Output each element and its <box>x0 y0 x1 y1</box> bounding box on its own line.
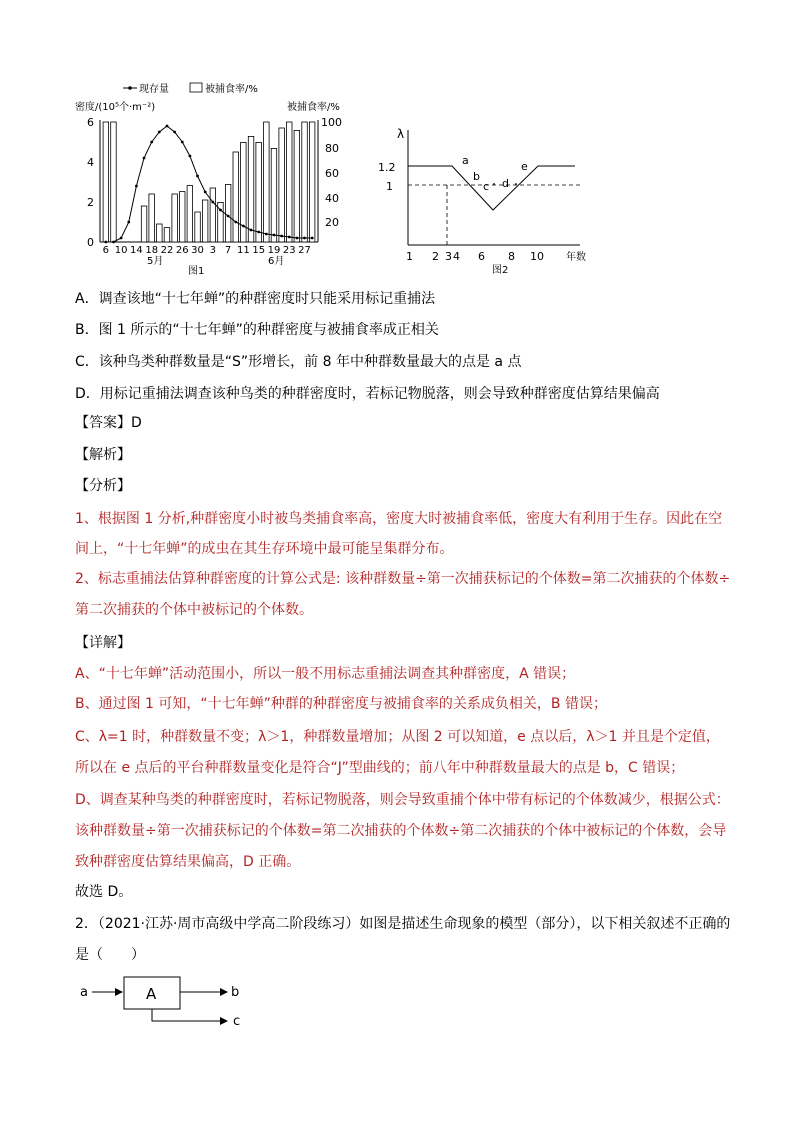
legend <box>123 82 258 95</box>
predation-bar <box>195 212 201 242</box>
answer: 【答案】D <box>75 415 142 431</box>
predation-bar <box>309 122 315 242</box>
fig2-x-ticks <box>406 250 586 263</box>
x-tick: 30 <box>191 245 204 256</box>
density-point <box>273 234 276 237</box>
density-point <box>173 131 176 134</box>
point-c: c <box>483 180 490 193</box>
x-tick: 27 <box>298 245 311 256</box>
figure-1 <box>75 78 360 278</box>
density-point <box>296 237 299 240</box>
month-label-may: 5月 <box>147 256 164 267</box>
density-point <box>127 221 130 224</box>
fig2-caption: 图2 <box>492 265 509 276</box>
density-point <box>257 231 260 234</box>
predation-bar <box>294 130 300 242</box>
detail-line: D、调查某种鸟类的种群密度时，若标记物脱落，则会导致重捕个体中带有标记的个体数减少，根据公式： <box>75 792 730 808</box>
density-point <box>196 175 199 178</box>
predation-bar <box>302 122 308 242</box>
left-tick: 2 <box>87 196 94 209</box>
left-tick: 4 <box>87 156 94 169</box>
density-point <box>227 215 230 218</box>
density-point <box>280 235 283 238</box>
predation-bar <box>103 122 109 242</box>
density-point <box>219 209 222 212</box>
density-point <box>265 233 268 236</box>
right-tick: 80 <box>325 142 339 155</box>
option-c: C．该种鸟类种群数量是“S”形增长，前 8 年中种群数量最大的点是 a 点 <box>75 354 522 370</box>
detail-line: B、通过图 1 可知，“十七年蝉”种群的种群密度与被捕食率的关系成负相关，B 错误； <box>75 696 607 712</box>
x-tick: 26 <box>175 245 189 256</box>
point-d: d <box>502 177 509 190</box>
x-tick: 19 <box>267 245 281 256</box>
fig1-caption: 图1 <box>188 266 205 277</box>
x-tick: 23 <box>282 245 296 256</box>
density-point <box>120 237 123 240</box>
left-ticks <box>87 116 94 249</box>
density-point <box>242 225 245 228</box>
option-b: B．图 1 所示的“十七年蝉”的种群密度与被捕食率成正相关 <box>75 322 439 338</box>
x-tick: 6 <box>102 245 109 256</box>
x-tick: 7 <box>224 245 232 256</box>
x-tick: 3 <box>445 250 452 263</box>
x-tick: 3 <box>209 245 216 256</box>
fenxi-line: 第二次捕获的个体中被标记的个体数。 <box>75 602 313 618</box>
legend-bar-label: 被捕食率/% <box>205 84 258 95</box>
predation-bar <box>141 206 147 242</box>
density-point <box>135 185 138 188</box>
detail-heading: 【详解】 <box>75 635 131 651</box>
x-tick: 4 <box>453 250 460 263</box>
predation-bar <box>172 194 178 242</box>
analysis-heading: 【解析】 <box>75 447 131 463</box>
density-point <box>181 141 184 144</box>
predation-bar <box>287 122 293 242</box>
predation-bar <box>271 148 277 242</box>
density-point <box>311 237 314 240</box>
right-tick: 40 <box>325 192 339 205</box>
conclusion: 故选 D。 <box>75 884 133 900</box>
right-tick: 100 <box>321 116 342 129</box>
lambda-curve <box>408 166 575 210</box>
x-tick: 14 <box>130 245 143 256</box>
x-tick: 11 <box>237 245 250 256</box>
question-2-stem: 2．（2021·江苏·周市高级中学高二阶段练习）如图是描述生命现象的模型（部分），以下相关叙述不正确的 <box>75 916 731 932</box>
density-point <box>250 229 253 232</box>
figure-2 <box>370 120 600 280</box>
x-tick: 18 <box>145 245 159 256</box>
density-point <box>204 191 207 194</box>
option-d: D．用标记重捕法调查该种鸟类的种群密度时，若标记物脱落，则会导致种群密度估算结果偏高 <box>75 386 660 402</box>
point-e: e <box>521 160 528 173</box>
predation-bar <box>157 224 163 242</box>
x-tick: 2 <box>432 250 439 263</box>
density-point <box>112 241 115 244</box>
left-axis-label: 密度/(10⁵个·m⁻²) <box>75 102 156 113</box>
x-tick: 10 <box>114 245 128 256</box>
point-b: b <box>473 170 480 183</box>
x-tick: 6 <box>478 250 485 263</box>
detail-line: 致种群密度估算结果偏高，D 正确。 <box>75 854 301 870</box>
density-point <box>104 241 107 244</box>
density-point <box>143 157 146 160</box>
y-axis-label: λ <box>397 127 405 141</box>
right-ticks <box>321 116 342 229</box>
option-a: A．调查该地“十七年蝉”的种群密度时只能采用标记重捕法 <box>75 291 436 307</box>
predation-bar <box>233 152 239 242</box>
density-point <box>189 155 192 158</box>
left-tick: 0 <box>87 236 94 249</box>
x-tick: 8 <box>508 250 515 263</box>
detail-line: 该种群数量÷第一次捕获标记的个体数=第二次捕获的个体数÷第二次捕获的个体中被标记的个体数，会导 <box>75 823 727 839</box>
predation-bar <box>111 122 117 242</box>
fenxi-line: 1、根据图 1 分析,种群密度小时被鸟类捕食率高，密度大时被捕食率低，密度大有利用于生存。因此在空 <box>75 511 723 527</box>
model-output-c: c <box>233 1014 241 1029</box>
right-tick: 60 <box>325 167 339 180</box>
y-tick-1-2: 1.2 <box>378 161 396 174</box>
right-axis-label: 被捕食率/% <box>287 102 340 113</box>
density-point <box>166 125 169 128</box>
x-tick: 15 <box>252 245 266 256</box>
detail-line: C、λ=1 时，种群数量不变；λ＞1，种群数量增加；从图 2 可以知道，e 点以后，λ＞1 并且是个定值， <box>75 729 720 745</box>
model-diagram <box>75 968 275 1038</box>
x-tick: 10 <box>530 250 544 263</box>
x-tick: 22 <box>160 245 174 256</box>
month-label-june: 6月 <box>268 256 285 267</box>
predation-bar <box>248 136 254 242</box>
fenxi-heading: 【分析】 <box>75 478 131 494</box>
predation-bar <box>202 200 208 242</box>
density-point <box>303 237 306 240</box>
model-output-b: b <box>231 985 240 1000</box>
x-tick: 1 <box>406 250 413 263</box>
density-point <box>158 131 161 134</box>
detail-line: A、“十七年蝉”活动范围小，所以一般不用标志重捕法调查其种群密度，A 错误； <box>75 666 576 682</box>
detail-line: 所以在 e 点后的平台种群数量变化是符合“J”型曲线的；前八年中种群数量最大的点是 b，C 错误； <box>75 760 685 776</box>
fig1-x-ticks <box>103 245 311 256</box>
predation-bar <box>264 122 270 242</box>
density-point <box>234 221 237 224</box>
fenxi-line: 2、标志重捕法估算种群密度的计算公式是: 该种群数量÷第一次捕获标记的个体数=第二次捕获的个体数÷ <box>75 571 731 587</box>
predation-bar <box>187 186 193 242</box>
model-input-a: a <box>80 985 88 1000</box>
y-tick-1: 1 <box>386 180 393 193</box>
model-box-label: A <box>146 985 157 1003</box>
predation-bar <box>225 184 231 242</box>
predation-bar <box>256 142 262 242</box>
predation-bar <box>279 128 285 242</box>
point-a: a <box>462 154 469 167</box>
legend-line-label: 现存量 <box>139 84 169 95</box>
fenxi-line: 间上，“十七年蝉”的成虫在其生存环境中最可能呈集群分布。 <box>75 541 454 557</box>
fig1-bars <box>103 122 315 242</box>
predation-bar <box>164 228 170 242</box>
density-point <box>150 141 153 144</box>
density-point <box>211 201 214 204</box>
right-tick: 20 <box>325 216 339 229</box>
predation-bar <box>180 192 186 242</box>
x-unit: 年数 <box>566 252 586 263</box>
density-point <box>288 236 291 239</box>
left-tick: 6 <box>87 116 94 129</box>
predation-bar <box>210 188 216 242</box>
question-2-stem-cont: 是（ ） <box>75 947 145 963</box>
predation-bar <box>149 194 155 242</box>
